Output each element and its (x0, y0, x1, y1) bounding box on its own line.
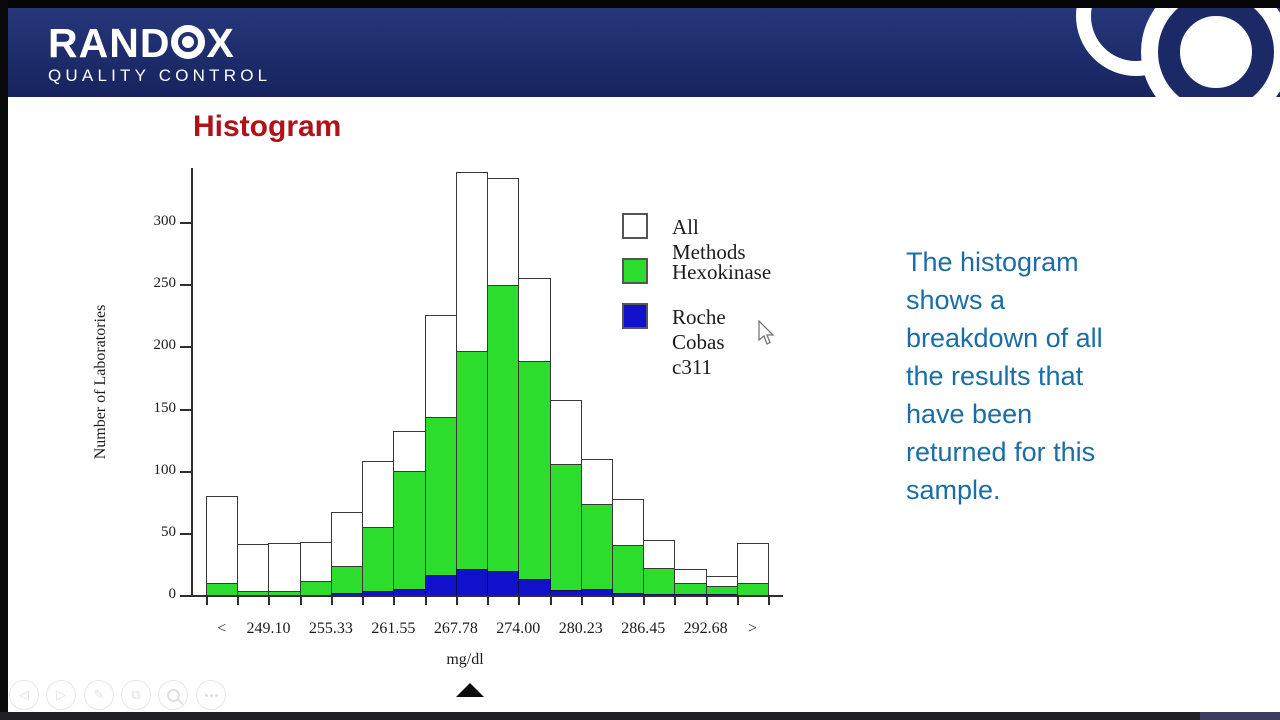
description-line: the results that (906, 361, 1084, 391)
bottom-bar (0, 712, 1280, 720)
x-tick (768, 597, 770, 605)
ellipsis-icon (205, 694, 218, 697)
x-tick (643, 597, 645, 605)
x-tick-label: 261.55 (371, 620, 416, 637)
y-tick-label: 150 (153, 399, 176, 416)
x-tick (300, 597, 302, 605)
bottom-bar-accent (1200, 712, 1280, 720)
description-line: The histogram (906, 247, 1079, 277)
y-tick (180, 284, 191, 286)
x-tick (674, 597, 676, 605)
pen-button[interactable] (84, 680, 114, 710)
next-slide-button[interactable] (46, 680, 76, 710)
x-tick (550, 597, 552, 605)
mouse-cursor-icon (757, 320, 777, 346)
x-tick-label: 267.78 (433, 620, 478, 637)
histogram-bar-hexokinase (393, 471, 425, 596)
previous-slide-button[interactable] (9, 680, 39, 710)
y-axis-line (191, 168, 193, 597)
histogram-bar-roche-cobas-c311 (487, 571, 519, 596)
x-tick-label: 286.45 (621, 620, 666, 637)
randox-logo (48, 21, 271, 86)
histogram-bar-roche-cobas-c311 (425, 575, 457, 596)
x-tick (393, 597, 395, 605)
previous-arrow-icon: ◁ (19, 687, 29, 703)
y-tick (180, 471, 191, 473)
histogram-bar-all-methods (237, 544, 269, 596)
x-tick (206, 597, 208, 605)
y-tick (180, 595, 191, 597)
histogram-bar-all-methods (206, 496, 238, 596)
x-tick-label: 292.68 (683, 620, 728, 637)
x-tick-label: 280.23 (558, 620, 603, 637)
slide-description (906, 243, 1103, 509)
histogram-bar-hexokinase (550, 464, 582, 596)
header-ring-decoration (1158, 8, 1274, 97)
histogram-bar-hexokinase (425, 417, 457, 596)
histogram-bar-hexokinase (456, 351, 488, 596)
x-tick-label: 274.00 (496, 620, 541, 637)
description-line: breakdown of all (906, 323, 1103, 353)
legend-swatch-roche-cobas (622, 303, 648, 329)
histogram-bar-hexokinase (300, 581, 332, 596)
randox-logo-o-icon (171, 25, 205, 59)
magnifier-icon (167, 689, 180, 702)
description-line: have been (906, 399, 1033, 429)
y-tick (180, 222, 191, 224)
more-options-button[interactable] (196, 680, 226, 710)
x-tick-label: 249.10 (246, 620, 291, 637)
left-black-strip (0, 0, 8, 712)
x-tick (487, 597, 489, 605)
legend-swatch-hexokinase (622, 258, 648, 284)
histogram-bar-all-methods (268, 543, 300, 596)
y-tick-label: 300 (153, 213, 176, 229)
y-tick-label: 0 (168, 586, 176, 602)
x-tick (237, 597, 239, 605)
y-tick-label: 100 (153, 461, 176, 478)
histogram-bar-hexokinase (612, 545, 644, 596)
x-tick-label-underflow: < (217, 620, 227, 637)
description-line: shows a (906, 285, 1006, 315)
legend-label-roche-cobas: Roche Cobas c311 (672, 305, 726, 379)
header-banner (8, 8, 1280, 97)
description-line: sample. (906, 475, 1001, 505)
y-tick-label: 200 (153, 337, 176, 354)
histogram-bar-hexokinase (206, 583, 238, 596)
legend-label-all-methods: All Methods (672, 215, 746, 264)
slide-title: Histogram (193, 110, 342, 143)
histogram-bar-hexokinase (581, 504, 613, 596)
x-axis-label: mg/dl (446, 651, 484, 668)
x-tick (612, 597, 614, 605)
x-tick-label: 255.33 (308, 620, 353, 637)
x-tick (518, 597, 520, 605)
x-tick (331, 597, 333, 605)
randox-logo-subtitle: QUALITY CONTROL (48, 66, 272, 85)
x-tick (706, 597, 708, 605)
histogram-bar-hexokinase (737, 583, 769, 596)
next-arrow-icon: ▷ (56, 687, 66, 703)
histogram-bar-hexokinase (518, 361, 550, 596)
x-tick (581, 597, 583, 605)
legend-swatch-all-methods (622, 213, 648, 239)
randox-logo-wordmark: RAND X (48, 20, 235, 66)
histogram-bar-roche-cobas-c311 (518, 579, 550, 596)
y-tick-label: 50 (161, 523, 176, 540)
histogram-bar-hexokinase (643, 568, 675, 596)
y-tick (180, 409, 191, 411)
x-tick (268, 597, 270, 605)
y-tick-label: 250 (153, 275, 176, 292)
histogram-bar-hexokinase (362, 527, 394, 596)
y-tick (180, 346, 191, 348)
pen-icon: ✎ (93, 687, 105, 703)
x-tick (425, 597, 427, 605)
legend-label-hexokinase: Hexokinase (672, 260, 772, 284)
x-tick-label-overflow: > (748, 620, 758, 637)
slide-sorter-button[interactable] (121, 680, 151, 710)
histogram-bar-roche-cobas-c311 (456, 569, 488, 596)
slides-icon: ⧉ (131, 687, 141, 703)
x-tick (737, 597, 739, 605)
description-line: returned for this (906, 437, 1096, 467)
y-tick (180, 533, 191, 535)
zoom-button[interactable] (158, 680, 188, 710)
y-axis-label: Number of Laboratories (92, 304, 109, 460)
histogram-bar-hexokinase (487, 285, 519, 596)
x-tick (362, 597, 364, 605)
x-tick (456, 597, 458, 605)
